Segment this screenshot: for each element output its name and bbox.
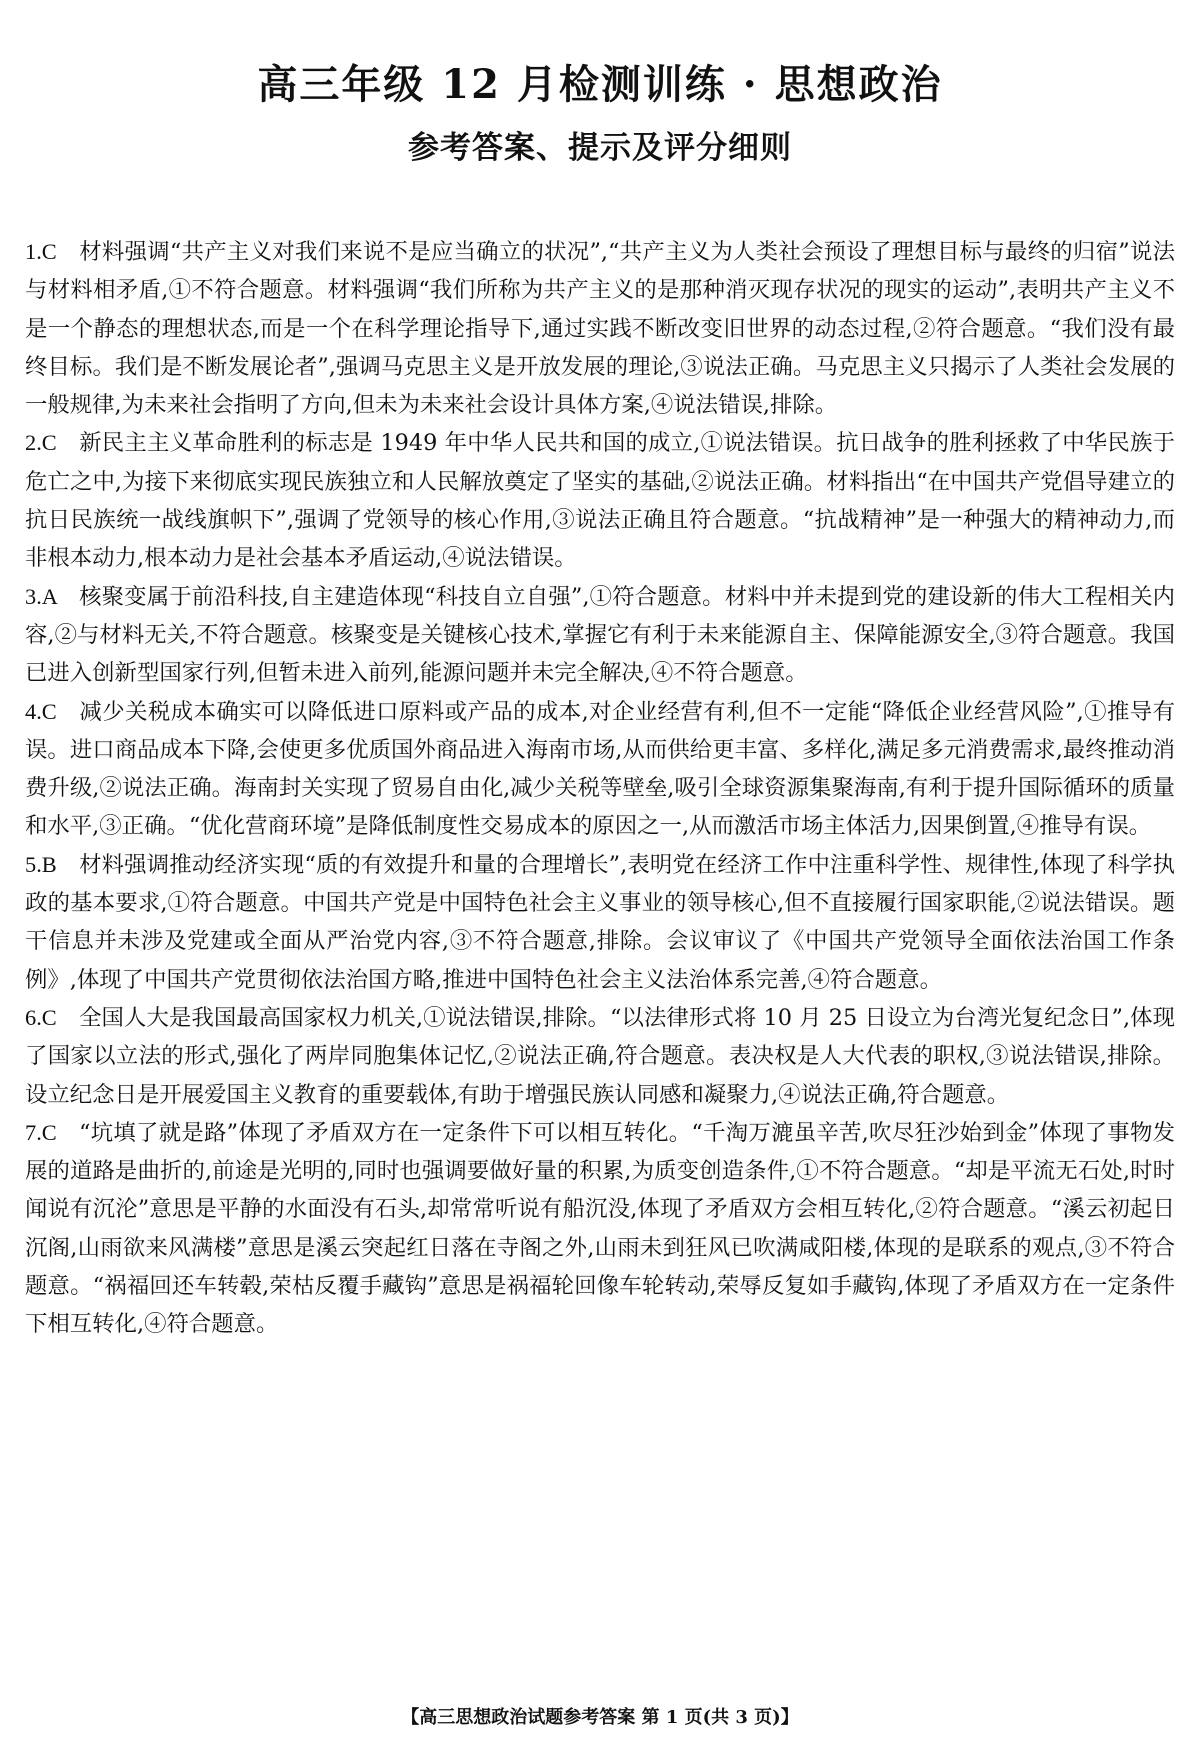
answer-label: 2.C [25,430,57,456]
answer-explanation: 减少关税成本确实可以降低进口原料或产品的成本,对企业经营有利,但不一定能“降低企业经营风险”,①推导有误。进口商品成本下降,会使更多优质国外商品进入海南市场,从而供给更丰富、多样化,满足多元消费需求,最终推动消费升级,②说法正确。海南封关实现了贸易自由化,减少关税等壁垒,吸引全球资源集聚海南,有利于提升国际循环的质量和水平,③正确。“优化营商环境”是降低制度性交易成本的原因之一,从而激活市场主体活力,因果倒置,④推导有误。 [25,698,1175,840]
answer-label: 7.C [25,1119,57,1145]
answer-label: 1.C [25,239,57,264]
answer-item-1 [25,233,1175,424]
page-footer: 【高三思想政治试题参考答案 第 1 页(共 3 页)】 [401,1707,799,1728]
page-subtitle: 参考答案、提示及评分细则 [408,130,792,166]
answer-explanation: 材料强调推动经济实现“质的有效提升和量的合理增长”,表明党在经济工作中注重科学性、规律性,体现了科学执政的基本要求,①符合题意。中国共产党是中国特色社会主义事业的领导核心,但不直接履行国家职能,②说法错误。题干信息并未涉及党建或全面从严治党内容,③不符合题意,排除。会议审议了《中国共产党领导全面依法治国工作条例》,体现了中国共产党贯彻依法治国方略,推进中国特色社会主义法治体系完善,④符合题意。 [25,851,1175,993]
answer-explanation: 全国人大是我国最高国家权力机关,①说法错误,排除。“以法律形式将 10 月 25 日设立为台湾光复纪念日”,体现了国家以立法的形式,强化了两岸同胞集体记忆,②说法正确,符合题意。表决权是人大代表的职权,③说法错误,排除。设立纪念日是开展爱国主义教育的重要载体,有助于增强民族认同感和凝聚力,④说法正确,符合题意。 [25,1004,1175,1108]
answer-label: 4.C [25,698,57,724]
answer-label: 5.B [25,851,57,877]
answer-explanation: 核聚变属于前沿科技,自主建造体现“科技自立自强”,①符合题意。材料中并未提到党的建设新的伟大工程相关内容,②与材料无关,不符合题意。核聚变是关键核心技术,掌握它有利于未来能源自主、保障能源安全,③符合题意。我国已进入创新型国家行列,但暂未进入前列,能源问题并未完全解决,④不符合题意。 [25,583,1175,687]
answer-explanation: “坑填了就是路”体现了矛盾双方在一定条件下可以相互转化。“千淘万漉虽辛苦,吹尽狂沙始到金”体现了事物发展的道路是曲折的,前途是光明的,同时也强调要做好量的积累,为质变创造条件,①不符合题意。“却是平流无石处,时时闻说有沉沦”意思是平静的水面没有石头,却常常听说有船沉没,体现了矛盾双方会相互转化,②符合题意。“溪云初起日沉阁,山雨欲来风满楼”意思是溪云突起红日落在寺阁之外,山雨未到狂风已吹满咸阳楼,体现的是联系的观点,③不符合题意。“祸福回还车转毂,荣枯反覆手藏钩”意思是祸福轮回像车轮转动,荣辱反复如手藏钩,体现了矛盾双方在一定条件下相互转化,④符合题意。 [25,1119,1175,1338]
answer-label: 6.C [25,1004,57,1030]
answer-item-2 [25,424,1175,577]
answer-label: 3.A [25,583,58,609]
answer-list [25,233,1175,1344]
page-title: 高三年级 12 月检测训练 · 思想政治 [257,61,943,108]
answer-item-7 [25,1114,1175,1344]
answer-explanation: 新民主主义革命胜利的标志是 1949 年中华人民共和国的成立,①说法错误。抗日战争的胜利拯救了中华民族于危亡之中,为接下来彻底实现民族独立和人民解放奠定了坚实的基础,②说法正确。材料指出“在中国共产党倡导建立的抗日民族统一战线旗帜下”,强调了党领导的核心作用,③说法正确且符合题意。“抗战精神”是一种强大的精神动力,而非根本动力,根本动力是社会基本矛盾运动,④说法错误。 [25,430,1175,572]
answer-item-6 [25,999,1175,1114]
answer-explanation: 材料强调“共产主义对我们来说不是应当确立的状况”,“共产主义为人类社会预设了理想目标与最终的归宿”说法与材料相矛盾,①不符合题意。材料强调“我们所称为共产主义的是那种消灭现存状况的现实的运动”,表明共产主义不是一个静态的理想状态,而是一个在科学理论指导下,通过实践不断改变旧世界的动态过程,②符合题意。“我们没有最终目标。我们是不断发展论者”,强调马克思主义是开放发展的理论,③说法正确。马克思主义只揭示了人类社会发展的一般规律,为未来社会指明了方向,但未为未来社会设计具体方案,④说法错误,排除。 [25,239,1175,419]
answer-item-5 [25,846,1175,999]
answer-item-3 [25,578,1175,693]
answer-item-4 [25,693,1175,846]
